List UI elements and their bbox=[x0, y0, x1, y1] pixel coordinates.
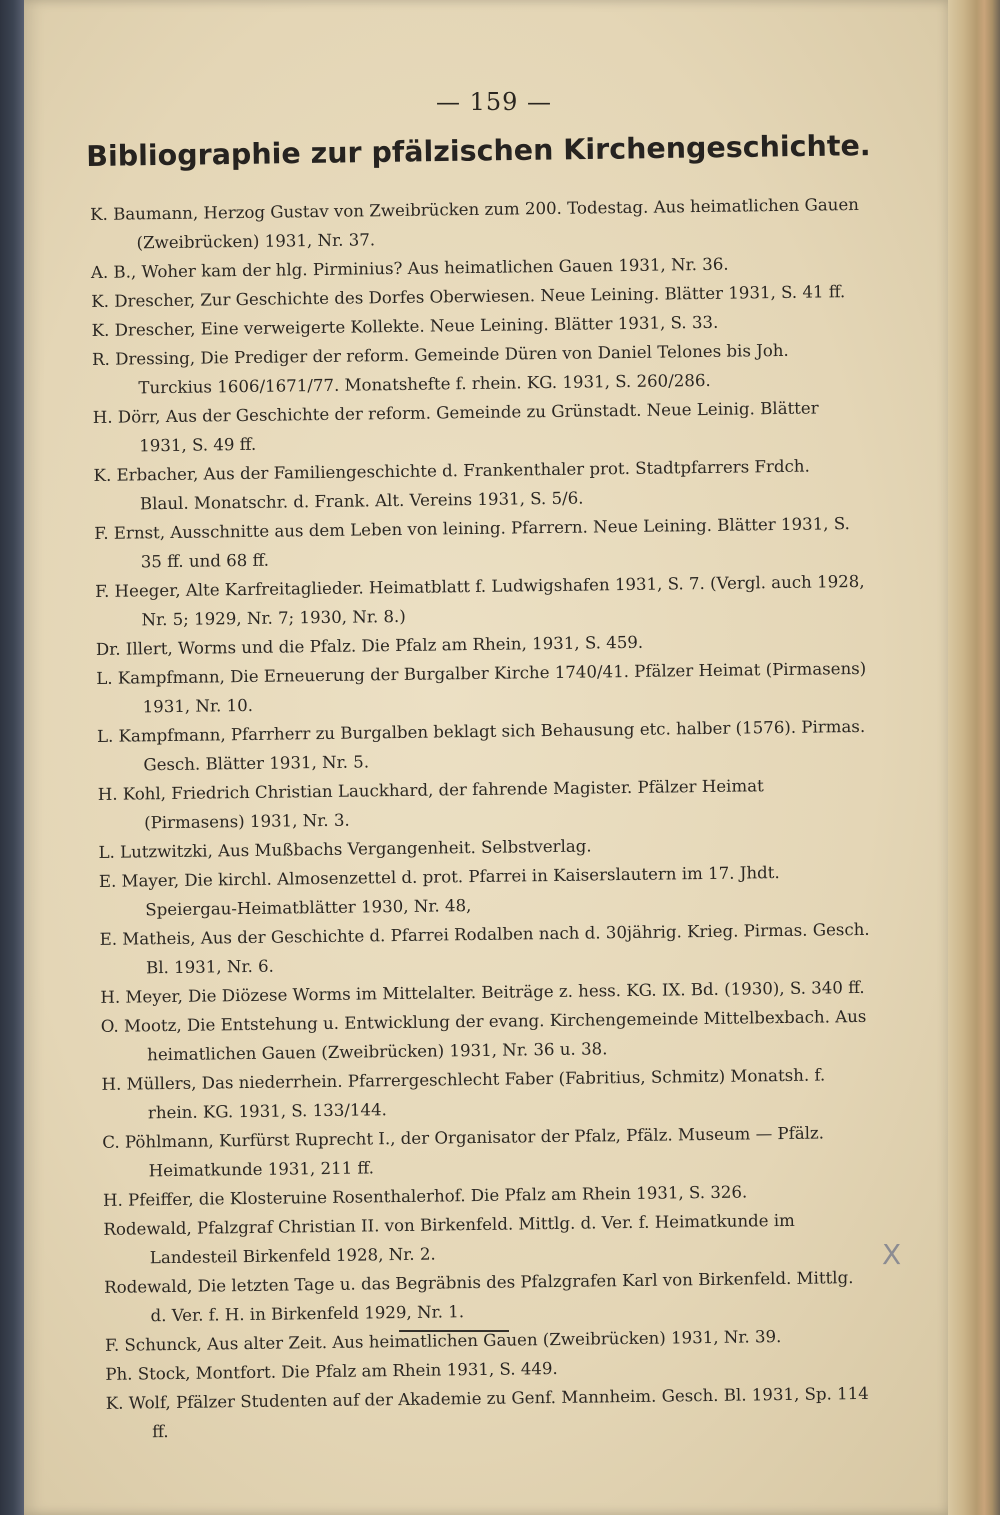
bibliography-entry: E. Mayer, Die kirchl. Almosenzettel d. prot. Pfarrei in Kaiserslautern im 17. Jhdt. Speiergau-Heimatblätter 1930, Nr. 48, bbox=[98, 863, 780, 920]
bibliography-entry: Ph. Stock, Montfort. Die Pfalz am Rhein 1931, S. 449. bbox=[105, 1358, 558, 1384]
bibliography-entry: H. Meyer, Die Diözese Worms im Mittelalter. Beiträge z. hess. KG. IX. Bd. (1930), S. 340 ff. bbox=[100, 977, 865, 1007]
bibliography-entry: F. Ernst, Ausschnitte aus dem Leben von leining. Pfarrern. Neue Leining. Blätter 1931, S. 35 ff. und 68 ff. bbox=[94, 514, 850, 572]
bibliography-entry: K. Erbacher, Aus der Familiengeschichte d. Frankenthaler prot. Stadtpfarrers Frdch. Blaul. Monatschr. d. Frank. Alt. Vereins 1931, S. 5/6. bbox=[93, 456, 810, 514]
bibliography-entry: Dr. Illert, Worms und die Pfalz. Die Pfalz am Rhein, 1931, S. 459. bbox=[95, 632, 644, 659]
bibliography-entry: A. B., Woher kam der hlg. Pirminius? Aus heimatlichen Gauen 1931, Nr. 36. bbox=[90, 254, 729, 282]
bibliography-entry: O. Mootz, Die Entstehung u. Entwicklung der evang. Kirchengemeinde Mittelbexbach. Aus heimatlichen Gauen (Zweibrücken) 1931, Nr. 36 u. 38. bbox=[100, 1006, 867, 1065]
bibliography-entry: L. Kampfmann, Die Erneuerung der Burgalber Kirche 1740/41. Pfälzer Heimat (Pirmasens) 1931, Nr. 10. bbox=[96, 658, 867, 717]
bibliography-entry: H. Kohl, Friedrich Christian Lauckhard, der fahrende Magister. Pfälzer Heimat (Pirmasens) 1931, Nr. 3. bbox=[97, 776, 764, 833]
bibliography-entry: H. Dörr, Aus der Geschichte der reform. Gemeinde zu Grünstadt. Neue Leinig. Blätter 1931, S. 49 ff. bbox=[92, 398, 819, 456]
book-binding bbox=[0, 0, 24, 1515]
bibliography-entry: L. Lutzwitzki, Aus Mußbachs Vergangenheit. Selbstverlag. bbox=[98, 836, 592, 862]
bibliography-entry: K. Drescher, Eine verweigerte Kollekte. Neue Leining. Blätter 1931, S. 33. bbox=[91, 312, 719, 340]
bibliography-entry: E. Matheis, Aus der Geschichte d. Pfarrei Rodalben nach d. 30jährig. Krieg. Pirmas. Gesch. Bl. 1931, Nr. 6. bbox=[99, 919, 870, 978]
bibliography-entry: K. Wolf, Pfälzer Studenten auf der Akademie zu Genf. Mannheim. Gesch. Bl. 1931, Sp. 114 ff. bbox=[105, 1383, 869, 1442]
bibliography-entry: K. Drescher, Zur Geschichte des Dorfes Oberwiesen. Neue Leining. Blätter 1931, S. 41 ff. bbox=[91, 282, 846, 311]
bibliography-entry: F. Schunck, Aus alter Zeit. Aus heimatlichen Gauen (Zweibrücken) 1931, Nr. 39. bbox=[104, 1327, 782, 1355]
bibliography-entry: C. Pöhlmann, Kurfürst Ruprecht I., der Organisator der Pfalz, Pfälz. Museum — Pfälz. Heimatkunde 1931, 211 ff. bbox=[102, 1123, 825, 1181]
bibliography-entry: R. Dressing, Die Prediger der reform. Gemeinde Düren von Daniel Telones bis Joh. Turckius 1606/1671/77. Monatshefte f. rhein. KG. 1931, S. 260/286. bbox=[91, 340, 789, 398]
bibliography-entry: Rodewald, Die letzten Tage u. das Begräbnis des Pfalzgrafen Karl von Birkenfeld. Mittlg. d. Ver. f. H. in Birkenfeld 1929, Nr. 1. bbox=[104, 1268, 854, 1326]
bibliography-entry: F. Heeger, Alte Karfreitaglieder. Heimatblatt f. Ludwigshafen 1931, S. 7. (Vergl. auch 1928, Nr. 5; 1929, Nr. 7; 1930, Nr. 8.) bbox=[95, 571, 865, 630]
bibliography-entry: H. Müllers, Das niederrhein. Pfarrergeschlecht Faber (Fabritius, Schmitz) Monatsh. f. rhein. KG. 1931, S. 133/144. bbox=[101, 1065, 826, 1123]
margin-x-mark: X bbox=[882, 1238, 902, 1271]
page-number: — 159 — bbox=[435, 88, 553, 116]
bibliography-entry: L. Kampfmann, Pfarrherr zu Burgalben beklagt sich Behausung etc. halber (1576). Pirmas. Gesch. Blätter 1931, Nr. 5. bbox=[96, 716, 866, 775]
bibliography-entry: H. Pfeiffer, die Klosteruine Rosenthalerhof. Die Pfalz am Rhein 1931, S. 326. bbox=[102, 1182, 748, 1210]
closing-rule bbox=[399, 1330, 509, 1332]
bibliography-list bbox=[90, 190, 876, 1447]
bibliography-entry: K. Baumann, Herzog Gustav von Zweibrücken zum 200. Todestag. Aus heimatlichen Gauen (Zweibrücken) 1931, Nr. 37. bbox=[90, 194, 860, 253]
page-title: Bibliographie zur pfälzischen Kirchengeschichte. bbox=[86, 129, 871, 173]
page-edges bbox=[948, 0, 1000, 1515]
bibliography-entry: Rodewald, Pfalzgraf Christian II. von Birkenfeld. Mittlg. d. Ver. f. Heimatkunde im Landesteil Birkenfeld 1928, Nr. 2. bbox=[103, 1210, 795, 1268]
book-page bbox=[24, 0, 952, 1515]
